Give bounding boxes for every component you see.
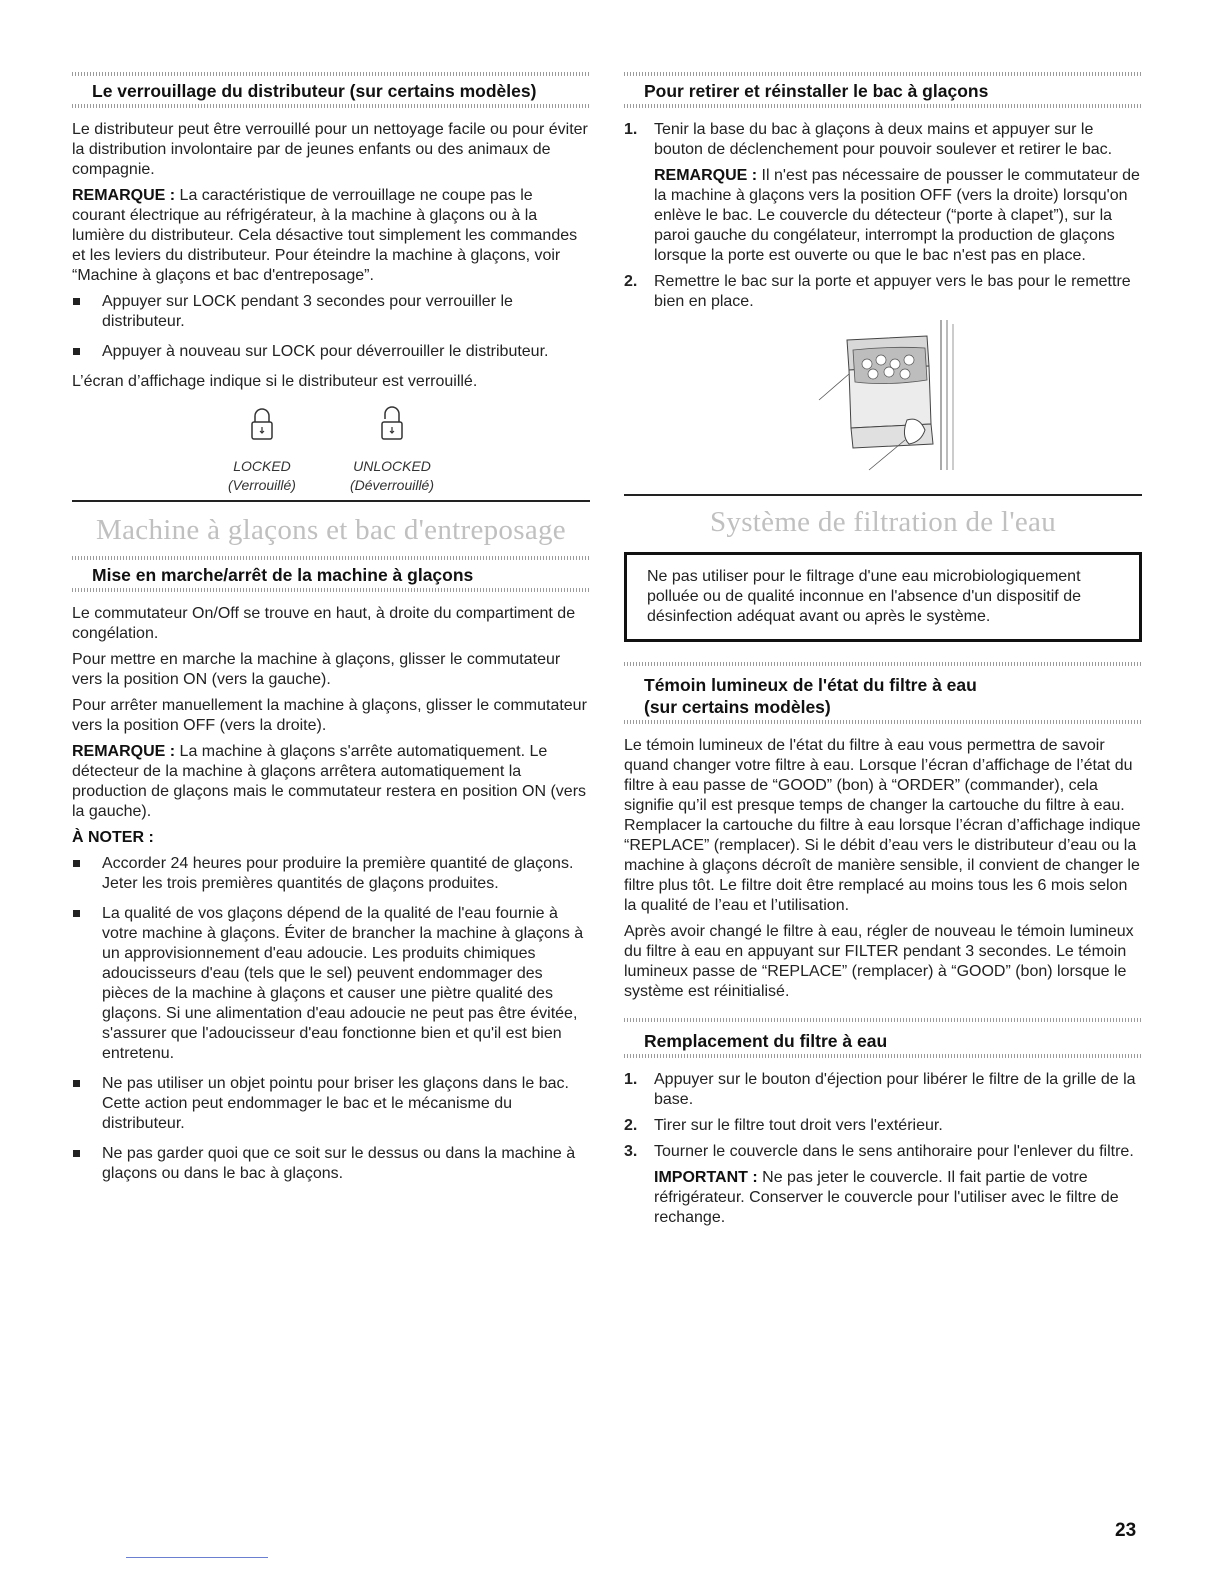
warning-text: Ne pas utiliser pour le filtrage d'une eau microbiologiquement polluée ou de qualité inconnue en l'absence d'un dispositif de désinfection adéquat avant ou après le système.: [647, 568, 1081, 625]
section-divider: [72, 588, 590, 592]
list-item: 1. Tenir la base du bac à glaçons à deux mains et appuyer sur le bouton de déclenchement pour pouvoir soulever et retirer le bac. REMARQUE : Il n'est pas nécessaire de pousser le commutateur de la machine à glaçons vers la position OFF (vers la droite) lorsqu'on enlève le bac. Le couvercle du détecteur (“porte à clapet”), sur la paroi gauche du congélateur, interrompt la production de glaçons lorsque la porte est ouverte ou que le bac n'est pas en place.: [624, 120, 1142, 266]
locked-label: LOCKED: [233, 458, 291, 474]
right-column: [624, 72, 1142, 1234]
lock-paragraph: Le distributeur peut être verrouillé pour un nettoyage facile ou pour éviter la distribution involontaire par de jeunes enfants ou des animaux de compagnie.: [72, 121, 588, 178]
list-item: Accorder 24 heures pour produire la première quantité de glaçons. Jeter les trois premières quantités de glaçons produites.: [72, 854, 590, 894]
unlocked-label: UNLOCKED: [353, 458, 431, 474]
locked-sublabel: (Verrouillé): [228, 477, 296, 493]
onoff-paragraph: Pour arrêter manuellement la machine à glaçons, glisser le commutateur vers la position OFF (vers la droite).: [72, 697, 587, 734]
water-filter-section-title: Système de filtration de l'eau: [709, 506, 1056, 538]
filter-light-heading: Témoin lumineux de l'état du filtre à eau (sur certains modèles): [644, 675, 977, 717]
important-note: IMPORTANT : Ne pas jeter le couvercle. Il fait partie de votre réfrigérateur. Conserver le couvercle pour l'utiliser avec le filtre de rechange.: [654, 1169, 1119, 1226]
ice-bin-illustration: [624, 318, 1142, 474]
list-item: 2. Remettre le bac sur la porte et appuyer vers le bas pour le remettre bien en place.: [624, 273, 1131, 310]
filter-light-paragraph: Après avoir changé le filtre à eau, régler de nouveau le témoin lumineux du filtre à eau en appuyant sur FILTER pendant 3 secondes. Le témoin lumineux passe de “REPLACE” (remplacer) à “GOOD” (bon) lorsque le système est réinitialisé.: [624, 923, 1134, 1000]
ice-bin-note: REMARQUE : Il n'est pas nécessaire de pousser le commutateur de la machine à glaçons vers la position OFF (vers la droite) lorsqu'on enlève le bac. Le couvercle du détecteur (“porte à clapet”), sur la paroi gauche du congélateur, interrompt la production de glaçons lorsque la porte est ouverte ou que le bac n'est pas en place.: [654, 167, 1140, 264]
onoff-paragraph: Pour mettre en marche la machine à glaçons, glisser le commutateur vers la position ON (vers la gauche).: [72, 651, 561, 688]
list-item: Ne pas garder quoi que ce soit sur le dessus ou dans la machine à glaçons ou dans le bac à glaçons.: [72, 1144, 590, 1184]
section-divider: [624, 1054, 1142, 1058]
list-item: 3. Tourner le couvercle dans le sens antihoraire pour l'enlever du filtre. IMPORTANT : Ne pas jeter le couvercle. Il fait partie de votre réfrigérateur. Conserver le couvercle pour l'utiliser avec le filtre de rechange.: [624, 1142, 1142, 1228]
unlocked-sublabel: (Déverrouillé): [349, 477, 435, 493]
ice-bin-heading: Pour retirer et réinstaller le bac à glaçons: [644, 81, 989, 101]
locked-padlock-icon: [249, 406, 275, 442]
footer-line: [126, 1557, 268, 1558]
list-item: Appuyer à nouveau sur LOCK pour déverrouiller le distributeur.: [72, 342, 590, 362]
filter-replace-heading: Remplacement du filtre à eau: [644, 1031, 888, 1051]
list-item: 1. Appuyer sur le bouton d'éjection pour libérer le filtre de la grille de la base.: [624, 1071, 1136, 1108]
ice-bin-drawing-icon: [809, 320, 959, 476]
lock-display-paragraph: L’écran d’affichage indique si le distributeur est verrouillé.: [72, 373, 478, 390]
unlocked-icon-group: [342, 406, 442, 495]
onoff-paragraph: Le commutateur On/Off se trouve en haut, à droite du compartiment de congélation.: [72, 605, 576, 642]
list-item: La qualité de vos glaçons dépend de la qualité de l'eau fournie à votre machine à glaçons. Éviter de brancher la machine à glaçons à un approvisionnement d'eau adoucie. Les produits chimiques adoucisseurs d'eau (tels que le sel) peuvent endommager des pièces de la machine à glaçons et causer une piètre qualité des glaçons. Si une alimentation d'eau adoucie ne peut pas être évitée, s'assurer que l'adoucisseur d'eau fonctionne bien et qu'il est bien entretenu.: [72, 904, 590, 1064]
list-item: Ne pas utiliser un objet pointu pour briser les glaçons dans le bac. Cette action peut endommager le bac et le mécanisme du distributeur.: [72, 1074, 590, 1134]
left-column: [72, 72, 590, 1194]
filter-light-paragraph: Le témoin lumineux de l'état du filtre à eau vous permettra de savoir quand changer votre filtre à eau. Lorsque l’écran d’affichage de l’état du filtre à eau passe de “GOOD” (bon) à “ORDER” (commander), cela signifie qu’il est presque temps de changer la cartouche du filtre à eau. Remplacer la cartouche du filtre à eau lorsque l’écran d’affichage indique “REPLACE” (remplacer). Si le débit d’eau vers le distributeur d’eau ou la machine à glaçons décroît de manière sensible, il convient de changer le filtre plus tôt. Le filtre doit être remplacé au moins tous les 6 mois selon la qualité de l’eau et l’utilisation.: [624, 737, 1141, 914]
section-divider: [624, 720, 1142, 724]
warning-box: [624, 552, 1142, 642]
list-item: Appuyer sur LOCK pendant 3 secondes pour verrouiller le distributeur.: [72, 292, 590, 332]
onoff-note: REMARQUE : La machine à glaçons s'arrête automatiquement. Le détecteur de la machine à glaçons arrêtera automatiquement la production de glaçons mais le commutateur restera en position ON (vers la gauche).: [72, 743, 587, 820]
section-rule: [72, 500, 590, 502]
lock-note: REMARQUE : La caractéristique de verrouillage ne coupe pas le courant électrique au réfrigérateur, à la machine à glaçons ou à la lumière du distributeur. Cela désactive tout simplement les commandes et les leviers du distributeur. Pour éteindre la machine à glaçons, voir “Machine à glaçons et bac d'entreposage”.: [72, 187, 578, 284]
unlocked-padlock-icon: [379, 406, 405, 442]
noter-label: À NOTER :: [72, 829, 154, 846]
locked-icon-group: [222, 406, 302, 495]
lock-icons: [72, 398, 590, 494]
section-rule: [624, 494, 1142, 496]
list-item: 2. Tirer sur le filtre tout droit vers l'extérieur.: [624, 1117, 943, 1134]
lock-heading: Le verrouillage du distributeur (sur certains modèles): [92, 81, 537, 101]
ice-maker-section-title: Machine à glaçons et bac d'entreposage: [96, 514, 566, 546]
onoff-heading: Mise en marche/arrêt de la machine à glaçons: [92, 565, 474, 585]
page-number: 23: [1115, 1520, 1137, 1541]
section-divider: [624, 104, 1142, 108]
section-divider: [72, 104, 590, 108]
